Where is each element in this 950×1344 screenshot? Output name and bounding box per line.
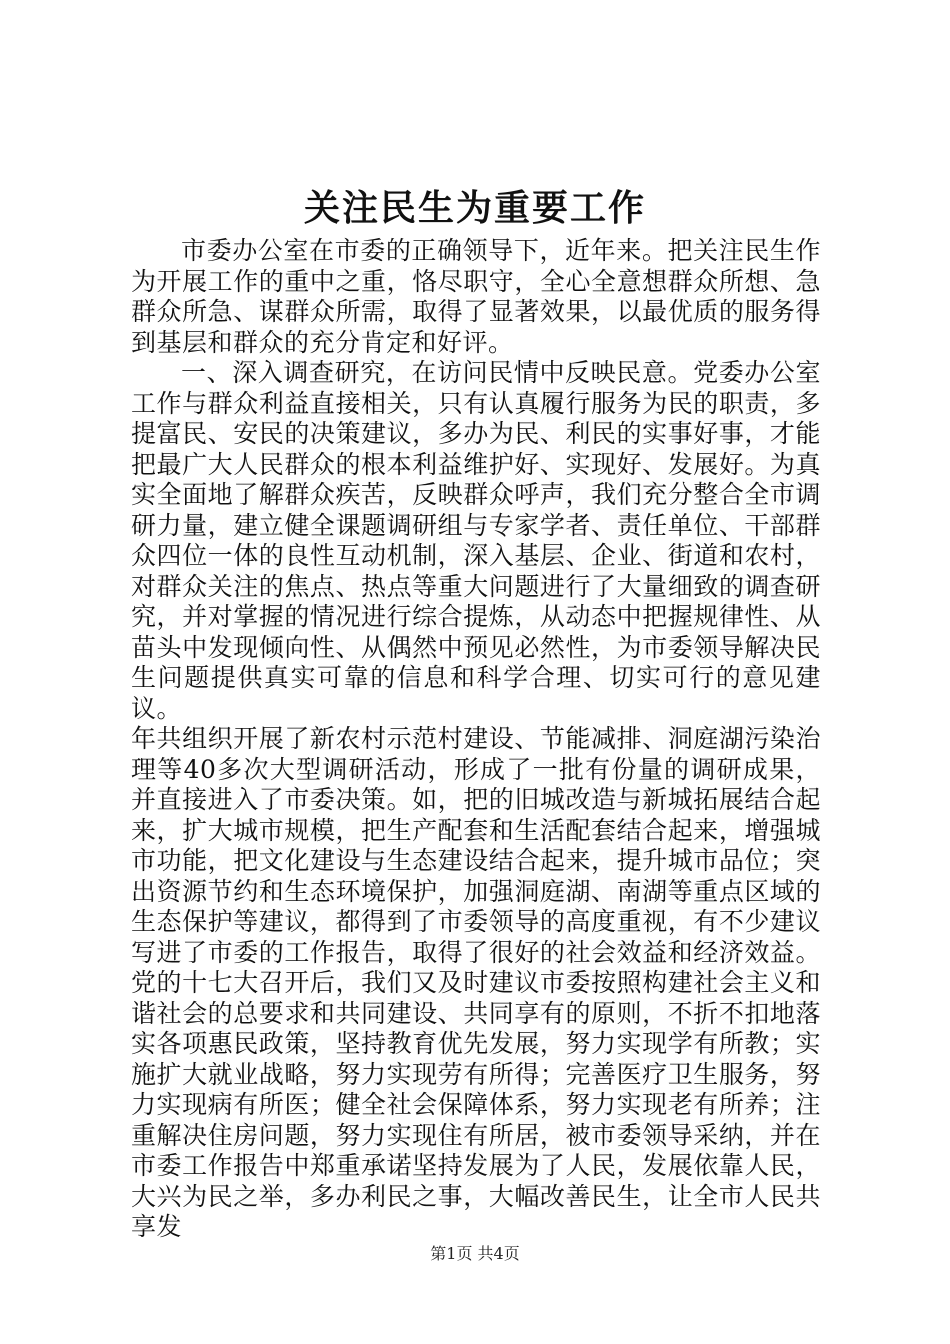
paragraph-continuation: 年共组织开展了新农村示范村建设、节能减排、洞庭湖污染治理等40多次大型调研活动，形成了一批有份量的调研成果，并直接进入了市委决策。如，把的旧城改造与新城拓展结合起来，扩大城市规模，把生产配套和生活配套结合起来，增强城市功能，把文化建设与生态建设结合起来，提升城市品位；突出资源节约和生态环境保护，加强洞庭湖、南湖等重点区域的生态保护等建议，都得到了市委领导的高度重视，有不少建议写进了市委的工作报告，取得了很好的社会效益和经济效益。党的十七大召开后，我们又及时建议市委按照构建社会主义和谐社会的总要求和共同建设、共同享有的原则，不折不扣地落实各项惠民政策，坚持教育优先发展，努力实现学有所教；实施扩大就业战略，努力实现劳有所得；完善医疗卫生服务，努力实现病有所医；健全社会保障体系，努力实现老有所养；注重解决住房问题，努力实现住有所居，被市委领导采纳，并在市委工作报告中郑重承诺坚持发展为了人民，发展依靠人民，大兴为民之举，多办利民之事，大幅改善民生，让全市人民共享发 [131,724,821,1241]
paragraph-section-one: 一、深入调查研究，在访问民情中反映民意。党委办公室工作与群众利益直接相关，只有认真履行服务为民的职责，多提富民、安民的决策建议，多办为民、利民的实事好事，才能把最广大人民群众的根本利益维护好、实现好、发展好。为真实全面地了解群众疾苦，反映群众呼声，我们充分整合全市调研力量，建立健全课题调研组与专家学者、责任单位、干部群众四位一体的良性互动机制，深入基层、企业、街道和农村，对群众关注的焦点、热点等重大问题进行了大量细致的调查研究，并对掌握的情况进行综合提炼，从动态中把握规律性、从苗头中发现倾向性、从偶然中预见必然性，为市委领导解决民生问题提供真实可靠的信息和科学合理、切实可行的意见建议。 [131,358,821,723]
page-footer: 第1页 共4页 [430,1244,520,1263]
paragraph-intro: 市委办公室在市委的正确领导下，近年来。把关注民生作为开展工作的重中之重，恪尽职守，全心全意想群众所想、急群众所急、谋群众所需，取得了显著效果，以最优质的服务得到基层和群众的充分肯定和好评。 [131,236,821,357]
document-title: 关注民生为重要工作 [303,187,646,229]
document-body [131,236,821,1243]
